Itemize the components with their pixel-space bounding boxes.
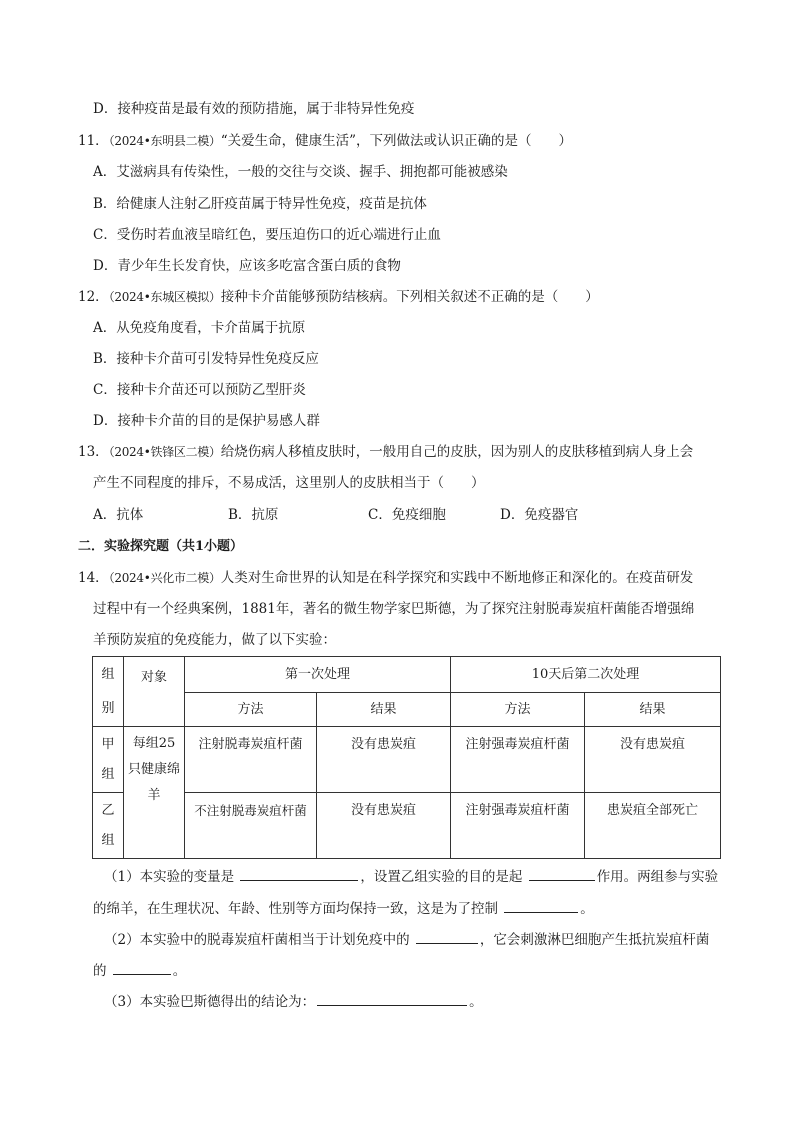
q12-option-c: C．接种卡介苗还可以预防乙型肝炎: [93, 382, 306, 398]
sub3-text-b: 。: [469, 994, 483, 1010]
table-row: [93, 793, 721, 859]
q11-option-b: B．给健康人注射乙肝疫苗属于特异性免疫，疫苗是抗体: [93, 196, 427, 212]
section-heading: 二．实验探究题（共1小题）: [78, 539, 244, 554]
question-11: [78, 132, 572, 150]
sub2-text-c: 的: [93, 963, 107, 979]
table-row: [93, 727, 721, 793]
sub-question-2: [104, 929, 709, 949]
method-2-cell: 注射强毒炭疽杆菌: [451, 727, 585, 793]
sub-question-2-cont: [93, 960, 186, 980]
sub1-text-a: （1）本实验的变量是: [104, 869, 235, 885]
question-13-stem-cont: 产生不同程度的排斥，不易成活，这里别人的皮肤相当于（ ）: [93, 475, 485, 491]
question-14-stem-line2: 过程中有一个经典案例，1881年，著名的微生物学家巴斯德，为了探究注射脱毒炭疽杆菌能否增强绵: [93, 601, 695, 617]
q12-option-d: D．接种卡介苗的目的是保护易感人群: [93, 413, 320, 429]
question-stem: 给烧伤病人移植皮肤时，一般用自己的皮肤，因为别人的皮肤移植到病人身上会: [220, 444, 694, 460]
question-number: 13．: [78, 444, 109, 460]
answer-blank[interactable]: [529, 866, 595, 881]
header-second-treatment: 10天后第二次处理: [451, 657, 721, 693]
result-2-cell: 患炭疽全部死亡: [585, 793, 721, 859]
question-12: [78, 288, 599, 306]
q11-option-a: A．艾滋病具有传染性，一般的交往与交谈、握手、拥抱都可能被感染: [93, 164, 508, 180]
group-cell: 乙组: [93, 793, 124, 859]
sub1-text-e: 。: [580, 901, 594, 917]
sub2-text-d: 。: [172, 963, 187, 979]
question-source: （2024•兴化市二模）: [108, 571, 221, 585]
method-1-cell: 注射脱毒炭疽杆菌: [185, 727, 317, 793]
method-2-cell: 注射强毒炭疽杆菌: [451, 793, 585, 859]
method-1-cell: 不注射脱毒炭疽杆菌: [185, 793, 317, 859]
q13-option-b: B．抗原: [228, 507, 279, 523]
question-number: 12．: [78, 289, 109, 305]
sub-question-3: [104, 991, 483, 1011]
group-cell: 甲组: [93, 727, 124, 793]
header-result-2: 结果: [585, 693, 721, 727]
experiment-table: [92, 656, 721, 859]
question-stem: 人类对生命世界的认知是在科学探究和实践中不断地修正和深化的。在疫苗研发: [220, 570, 694, 586]
answer-blank[interactable]: [317, 991, 467, 1006]
answer-blank[interactable]: [504, 898, 578, 913]
question-stem: “关爱生命，健康生活”，下列做法或认识正确的是（ ）: [220, 133, 573, 149]
question-number: 11．: [78, 133, 109, 149]
sub3-text-a: （3）本实验巴斯德得出的结论为：: [104, 994, 316, 1010]
header-first-treatment: 第一次处理: [185, 657, 451, 693]
sub-question-1-cont: [93, 898, 594, 918]
sub2-text-b: ，它会刺激淋巴细胞产生抵抗炭疽杆菌: [479, 932, 710, 948]
header-method-2: 方法: [451, 693, 585, 727]
q13-option-d: D．免疫器官: [500, 507, 579, 523]
sub2-text-a: （2）本实验中的脱毒炭疽杆菌相当于计划免疫中的: [104, 932, 410, 948]
question-number: 14．: [78, 570, 109, 586]
result-1-cell: 没有患炭疽: [317, 793, 451, 859]
question-13: [78, 443, 693, 461]
sub1-text-c: 作用。两组参与实验: [596, 869, 719, 885]
question-stem: 接种卡介苗能够预防结核病。下列相关叙述不正确的是（ ）: [220, 289, 599, 305]
q12-option-b: B．接种卡介苗可引发特异性免疫反应: [93, 351, 319, 367]
question-source: （2024•铁锋区二模）: [108, 445, 221, 459]
sub1-text-d: 的绵羊，在生理状况、年龄、性别等方面均保持一致，这是为了控制: [93, 901, 498, 917]
q12-option-a: A．从免疫角度看，卡介苗属于抗原: [93, 320, 306, 336]
q10-option-d: D．接种疫苗是最有效的预防措施，属于非特异性免疫: [93, 101, 415, 117]
q13-option-a: A．抗体: [93, 507, 144, 523]
sub-question-1: [104, 866, 718, 886]
result-2-cell: 没有患炭疽: [585, 727, 721, 793]
answer-blank[interactable]: [113, 960, 171, 975]
header-subject: 对象: [124, 657, 185, 727]
result-1-cell: 没有患炭疽: [317, 727, 451, 793]
header-method-1: 方法: [185, 693, 317, 727]
header-group: 组别: [93, 657, 124, 727]
question-14: [78, 569, 693, 587]
answer-blank[interactable]: [240, 866, 358, 881]
subject-cell: 每组25只健康绵羊: [124, 727, 185, 859]
question-14-stem-line3: 羊预防炭疽的免疫能力，做了以下实验：: [93, 632, 336, 648]
q13-option-c: C．免疫细胞: [368, 507, 446, 523]
sub1-text-b: ，设置乙组实验的目的是起: [360, 869, 523, 885]
question-source: （2024•东明县二模）: [108, 134, 221, 148]
q11-option-c: C．受伤时若血液呈暗红色，要压迫伤口的近心端进行止血: [93, 227, 441, 243]
answer-blank[interactable]: [416, 929, 478, 944]
header-result-1: 结果: [317, 693, 451, 727]
question-source: （2024•东城区模拟）: [108, 290, 221, 304]
q11-option-d: D．青少年生长发育快，应该多吃富含蛋白质的食物: [93, 258, 401, 274]
